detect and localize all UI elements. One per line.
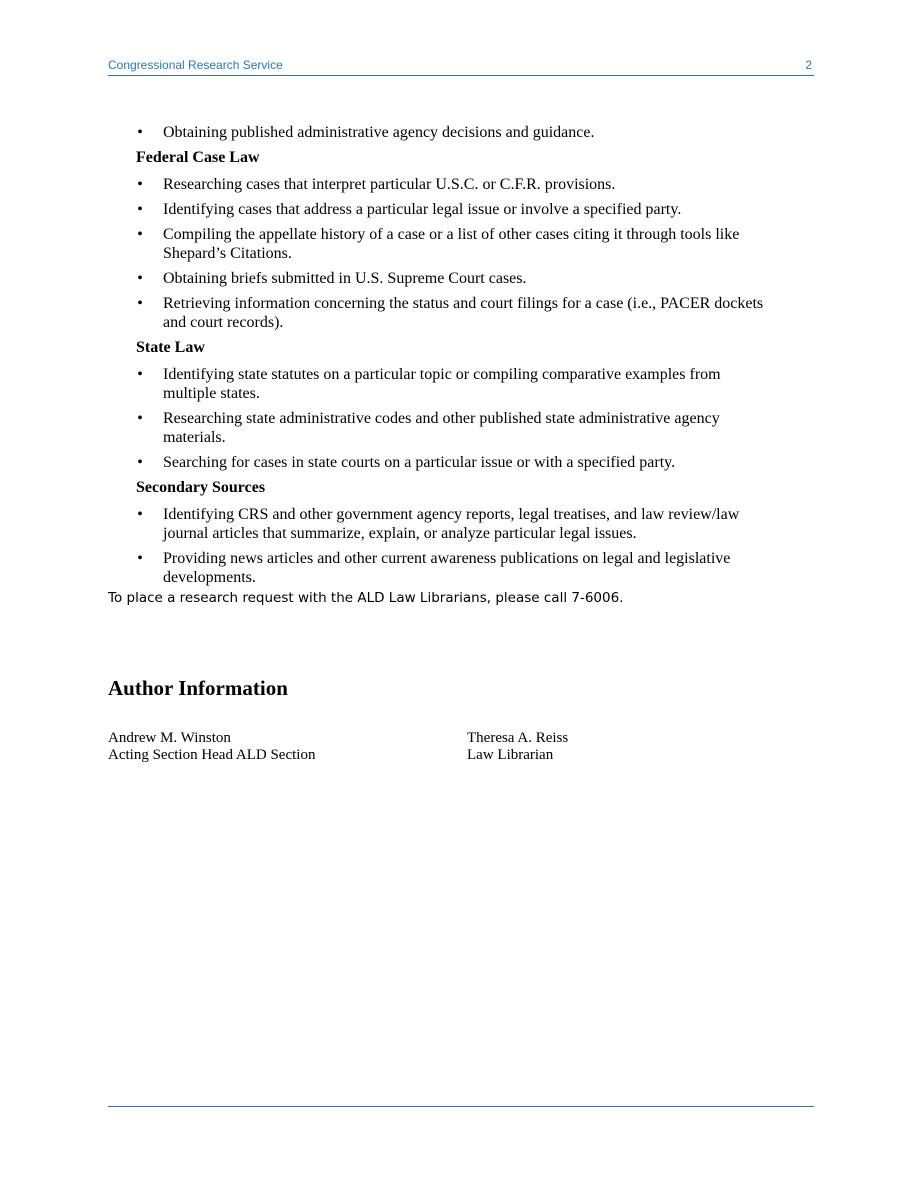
- list-item: • Researching cases that interpret particular U.S.C. or C.F.R. provisions.: [108, 175, 768, 194]
- bullet-icon: •: [137, 124, 143, 141]
- bullet-icon: •: [137, 366, 143, 383]
- document-body: [108, 123, 768, 608]
- author-information-heading: Author Information: [108, 676, 288, 700]
- author-name: Theresa A. Reiss: [467, 730, 569, 746]
- page-header: [108, 58, 814, 76]
- author-block: [467, 730, 568, 764]
- list-item: • Researching state administrative codes and other published state administrative agency materials.: [108, 409, 768, 447]
- author-name: Andrew M. Winston: [108, 730, 231, 746]
- state-law-list: [108, 365, 768, 472]
- bullet-icon: •: [137, 506, 143, 523]
- page-number: 2: [805, 58, 812, 72]
- author-title: Law Librarian: [467, 747, 554, 763]
- bullet-icon: •: [137, 201, 143, 218]
- list-item: • Providing news articles and other current awareness publications on legal and legislative developments.: [108, 549, 768, 587]
- bullet-icon: •: [137, 410, 143, 427]
- list-item: • Searching for cases in state courts on a particular issue or with a specified party.: [108, 453, 768, 472]
- list-item: • Identifying CRS and other government agency reports, legal treatises, and law review/law journal articles that summarize, explain, or analyze particular legal issues.: [108, 505, 768, 543]
- list-item: • Identifying state statutes on a particular topic or compiling comparative examples from multiple states.: [108, 365, 768, 403]
- research-request-note: To place a research request with the ALD Law Librarians, please call 7-6006.: [108, 590, 624, 606]
- section-heading-federal-case-law: Federal Case Law: [136, 149, 260, 166]
- list-item: • Obtaining published administrative agency decisions and guidance.: [108, 123, 768, 142]
- header-organization: Congressional Research Service: [108, 58, 283, 72]
- bullet-icon: •: [137, 295, 143, 312]
- federal-case-law-list: [108, 175, 768, 332]
- list-item: • Obtaining briefs submitted in U.S. Supreme Court cases.: [108, 269, 768, 288]
- bullet-icon: •: [137, 176, 143, 193]
- author-block: [108, 730, 315, 764]
- list-item: • Retrieving information concerning the status and court filings for a case (i.e., PACER dockets and court records).: [108, 294, 768, 332]
- intro-bullet-list: [108, 123, 768, 142]
- bullet-icon: •: [137, 270, 143, 287]
- bullet-icon: •: [137, 454, 143, 471]
- secondary-sources-list: [108, 505, 768, 587]
- author-title: Acting Section Head ALD Section: [108, 747, 316, 763]
- section-heading-state-law: State Law: [136, 339, 205, 356]
- footer-divider: [108, 1106, 814, 1107]
- list-item: • Identifying cases that address a particular legal issue or involve a specified party.: [108, 200, 768, 219]
- section-heading-secondary-sources: Secondary Sources: [136, 479, 266, 496]
- bullet-icon: •: [137, 550, 143, 567]
- bullet-icon: •: [137, 226, 143, 243]
- list-item: • Compiling the appellate history of a case or a list of other cases citing it through tools like Shepard’s Citations.: [108, 225, 768, 263]
